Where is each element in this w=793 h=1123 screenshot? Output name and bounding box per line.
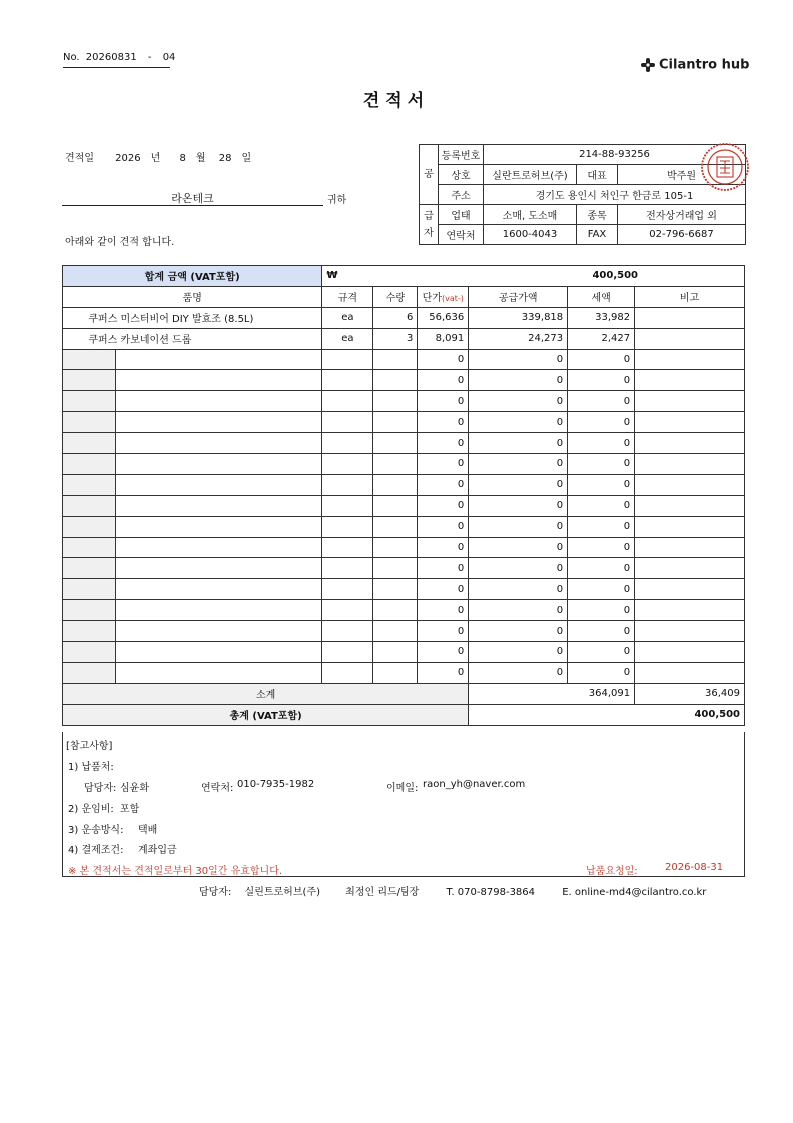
total-amount-value: 400,500 <box>592 270 639 281</box>
item-tax: 0 <box>568 391 635 412</box>
col-header-unit-price <box>418 286 469 307</box>
item-qty <box>373 495 418 516</box>
table-row <box>63 454 745 475</box>
item-spec <box>322 537 373 558</box>
item-unit-price: 0 <box>418 558 469 579</box>
item-unit-price: 0 <box>418 370 469 391</box>
item-name: 쿠퍼스 미스터비어 DIY 발효조 (8.5L) <box>88 307 295 328</box>
company: 실란트로허브(주) <box>484 165 577 185</box>
col-header-qty: 수량 <box>373 286 418 307</box>
doc-no-seq: 04 <box>162 52 176 63</box>
item-name <box>115 454 322 475</box>
row-index-cell <box>63 495 116 516</box>
unit-price-label: 단가 <box>422 293 442 305</box>
item-qty <box>373 454 418 475</box>
item-name <box>115 349 322 370</box>
item-rows <box>63 307 745 683</box>
item-supply: 0 <box>469 558 568 579</box>
item-tax: 0 <box>568 600 635 621</box>
company-seal-icon <box>700 142 750 192</box>
item-qty <box>373 621 418 642</box>
item-tax: 0 <box>568 412 635 433</box>
note-freight-label: 2) 운임비: <box>68 804 114 815</box>
item-tax: 2,427 <box>568 328 635 349</box>
item-remark <box>635 412 745 433</box>
item-tax: 0 <box>568 537 635 558</box>
supplier-side-label-top <box>420 145 439 205</box>
table-row <box>63 516 745 537</box>
footer-tel: T. 070-8798-3864 <box>446 887 536 898</box>
table-row <box>63 391 745 412</box>
date-month-unit: 월 <box>195 153 206 164</box>
item-tax: 0 <box>568 516 635 537</box>
table-header-row <box>63 286 745 307</box>
footer-manager-label: 담당자: <box>199 887 232 898</box>
date-month: 8 <box>179 153 186 164</box>
notes-section <box>62 732 745 877</box>
reg-no-label: 등록번호 <box>439 145 484 165</box>
table-row <box>63 307 745 328</box>
note-manager: 심윤화 <box>120 783 149 794</box>
item-remark <box>635 454 745 475</box>
item-remark <box>635 600 745 621</box>
item-unit-price: 0 <box>418 642 469 663</box>
date-label: 견적일 <box>65 153 94 164</box>
row-index-cell <box>63 349 116 370</box>
item-supply: 0 <box>469 391 568 412</box>
item-supply: 0 <box>469 579 568 600</box>
item-tax: 0 <box>568 495 635 516</box>
note-payment-label: 4) 결제조건: <box>68 845 124 856</box>
delivery-date-label: 납품요청일: <box>586 866 638 877</box>
supplier-table <box>419 144 746 245</box>
item-name <box>115 370 322 391</box>
item-supply: 0 <box>469 349 568 370</box>
item-remark <box>635 328 745 349</box>
note-delivery-place: 1) 납품처: <box>68 762 114 773</box>
address: 경기도 용인시 처인구 한금로 105-1 <box>484 185 746 205</box>
item-remark <box>635 391 745 412</box>
footer-person: 최정인 리드/팀장 <box>345 887 420 898</box>
item-spec <box>322 642 373 663</box>
item-remark <box>635 516 745 537</box>
business-type-label: 업태 <box>439 205 484 225</box>
total-amount-label: 합계 금액 (VAT포함) <box>144 272 240 284</box>
table-row <box>63 412 745 433</box>
item-qty <box>373 516 418 537</box>
row-index-cell <box>63 642 116 663</box>
row-index-cell <box>63 516 116 537</box>
item-qty <box>373 600 418 621</box>
item-name <box>115 495 322 516</box>
table-row <box>63 600 745 621</box>
item-tax: 0 <box>568 579 635 600</box>
item-supply: 0 <box>469 412 568 433</box>
item-tax: 0 <box>568 558 635 579</box>
item-spec <box>322 454 373 475</box>
item-unit-price: 0 <box>418 495 469 516</box>
note-freight-value: 포함 <box>120 804 140 815</box>
item-remark <box>635 495 745 516</box>
subtotal-tax: 36,409 <box>635 683 745 704</box>
item-spec <box>322 600 373 621</box>
item-unit-price: 0 <box>418 537 469 558</box>
row-index-cell <box>63 370 116 391</box>
item-remark <box>635 349 745 370</box>
cilantro-logo-icon <box>640 57 656 73</box>
item-remark <box>635 433 745 454</box>
table-row <box>63 579 745 600</box>
table-row <box>63 558 745 579</box>
doc-no: 20260831 <box>85 52 137 63</box>
item-qty <box>373 412 418 433</box>
table-row <box>63 474 745 495</box>
note-email-label: 이메일: <box>386 783 419 794</box>
item-spec <box>322 558 373 579</box>
item-spec <box>322 516 373 537</box>
item-remark <box>635 621 745 642</box>
item-spec <box>322 433 373 454</box>
item-spec <box>322 579 373 600</box>
col-header-name: 품명 <box>63 286 322 307</box>
item-spec <box>322 621 373 642</box>
item-tax: 0 <box>568 621 635 642</box>
doc-no-sep: - <box>147 52 152 63</box>
item-supply: 0 <box>469 516 568 537</box>
item-supply: 0 <box>469 642 568 663</box>
fax-label: FAX <box>577 225 618 245</box>
item-tax: 0 <box>568 370 635 391</box>
item-name <box>115 558 322 579</box>
item-name <box>115 642 322 663</box>
item-qty: 6 <box>373 307 418 328</box>
item-unit-price: 56,636 <box>418 307 469 328</box>
ceo-label: 대표 <box>577 165 618 185</box>
table-row <box>63 495 745 516</box>
row-index-cell <box>63 454 116 475</box>
currency-symbol: ₩ <box>326 270 338 281</box>
row-index-cell <box>63 391 116 412</box>
item-qty <box>373 349 418 370</box>
greeting-text: 아래와 같이 견적 합니다. <box>65 237 175 248</box>
row-index-cell <box>63 621 116 642</box>
total-amount-label-cell <box>63 266 322 287</box>
item-qty <box>373 579 418 600</box>
total-amount-row <box>63 266 745 287</box>
note-email: raon_yh@naver.com <box>423 779 526 790</box>
item-qty <box>373 537 418 558</box>
item-spec <box>322 391 373 412</box>
note-manager-label: 담당자: <box>84 783 117 794</box>
item-spec <box>322 474 373 495</box>
row-index-cell <box>63 433 116 454</box>
brand-logo <box>640 57 749 73</box>
col-header-supply: 공급가액 <box>469 286 568 307</box>
side-label-1: 공 <box>424 169 434 180</box>
item-supply: 0 <box>469 662 568 683</box>
item-unit-price: 0 <box>418 454 469 475</box>
row-index-cell <box>63 558 116 579</box>
note-validity: ※ 본 견적서는 견적일로부터 30일간 유효합니다. <box>68 866 283 877</box>
note-phone-label: 연락처: <box>201 783 234 794</box>
item-qty <box>373 433 418 454</box>
item-unit-price: 0 <box>418 349 469 370</box>
contact-label: 연락처 <box>439 225 484 245</box>
item-remark <box>635 370 745 391</box>
item-tax: 0 <box>568 349 635 370</box>
item-tax: 0 <box>568 433 635 454</box>
notes-heading: [참고사항] <box>66 741 113 752</box>
item-unit-price: 0 <box>418 579 469 600</box>
row-index-cell <box>63 474 116 495</box>
page-title: 견적서 <box>362 91 431 111</box>
item-spec: ea <box>322 307 373 328</box>
table-row <box>63 662 745 683</box>
reg-no: 214-88-93256 <box>484 145 746 165</box>
table-row <box>63 621 745 642</box>
table-row <box>63 537 745 558</box>
item-supply: 0 <box>469 600 568 621</box>
item-qty <box>373 558 418 579</box>
item-unit-price: 8,091 <box>418 328 469 349</box>
item-unit-price: 0 <box>418 516 469 537</box>
item-remark <box>635 537 745 558</box>
item-spec: ea <box>322 328 373 349</box>
grand-total-label: 총계 (VAT포함) <box>63 704 469 725</box>
item-unit-price: 0 <box>418 391 469 412</box>
item-spec <box>322 495 373 516</box>
unit-price-note: (vat-) <box>442 294 464 304</box>
table-row <box>63 642 745 663</box>
business-type: 소매, 도소매 <box>484 205 577 225</box>
item-qty <box>373 391 418 412</box>
item-remark <box>635 474 745 495</box>
date-day-unit: 일 <box>241 153 252 164</box>
item-unit-price: 0 <box>418 412 469 433</box>
subtotal-label: 소계 <box>63 683 469 704</box>
item-name <box>115 537 322 558</box>
subtotal-row <box>63 683 745 704</box>
item-name <box>115 516 322 537</box>
table-row <box>63 349 745 370</box>
item-name <box>115 412 322 433</box>
item-tax: 0 <box>568 474 635 495</box>
note-shipping-label: 3) 운송방식: <box>68 825 124 836</box>
item-qty: 3 <box>373 328 418 349</box>
total-amount-value-cell <box>322 266 745 287</box>
date-year-unit: 년 <box>150 153 161 164</box>
table-row <box>63 433 745 454</box>
row-index-cell <box>63 412 116 433</box>
item-unit-price: 0 <box>418 433 469 454</box>
row-index-cell <box>63 537 116 558</box>
item-qty <box>373 370 418 391</box>
row-index-cell <box>63 579 116 600</box>
item-supply: 24,273 <box>469 328 568 349</box>
address-label: 주소 <box>439 185 484 205</box>
item-supply: 0 <box>469 433 568 454</box>
item-unit-price: 0 <box>418 662 469 683</box>
item-unit-price: 0 <box>418 621 469 642</box>
table-row <box>63 370 745 391</box>
category: 전자상거래업 외 <box>618 205 746 225</box>
item-remark <box>635 642 745 663</box>
item-name <box>115 600 322 621</box>
item-supply: 0 <box>469 474 568 495</box>
company-label: 상호 <box>439 165 484 185</box>
table-row <box>63 328 745 349</box>
doc-no-label: No. <box>63 52 80 63</box>
item-supply: 0 <box>469 495 568 516</box>
client-name: 라온테크 <box>62 190 323 206</box>
grand-total-row <box>63 704 745 725</box>
logo-text: Cilantro hub <box>659 57 750 73</box>
item-spec <box>322 662 373 683</box>
item-remark <box>635 662 745 683</box>
item-supply: 0 <box>469 370 568 391</box>
quote-table <box>62 265 745 726</box>
fax: 02-796-6687 <box>618 225 746 245</box>
document-number <box>63 52 176 68</box>
date-year: 2026 <box>115 153 141 164</box>
footer-email: E. online-md4@cilantro.co.kr <box>562 887 707 898</box>
item-supply: 0 <box>469 621 568 642</box>
col-header-spec: 규격 <box>322 286 373 307</box>
item-supply: 0 <box>469 537 568 558</box>
item-qty <box>373 474 418 495</box>
item-remark <box>635 558 745 579</box>
item-name <box>115 621 322 642</box>
item-tax: 33,982 <box>568 307 635 328</box>
item-name <box>115 579 322 600</box>
item-qty <box>373 642 418 663</box>
item-name <box>115 474 322 495</box>
item-spec <box>322 349 373 370</box>
category-label: 종목 <box>577 205 618 225</box>
item-name: 쿠퍼스 카보네이션 드롭 <box>88 328 295 349</box>
subtotal-supply: 364,091 <box>469 683 635 704</box>
item-unit-price: 0 <box>418 600 469 621</box>
supplier-side-label-bottom <box>420 205 439 245</box>
note-phone: 010-7935-1982 <box>237 779 315 790</box>
item-name <box>115 391 322 412</box>
side-label-2: 급 <box>424 210 434 222</box>
side-label-3: 자 <box>424 227 434 239</box>
item-tax: 0 <box>568 454 635 475</box>
col-header-remark: 비고 <box>635 286 745 307</box>
item-remark <box>635 307 745 328</box>
item-spec <box>322 370 373 391</box>
item-qty <box>373 662 418 683</box>
item-spec <box>322 412 373 433</box>
item-tax: 0 <box>568 662 635 683</box>
note-payment-value: 계좌입금 <box>138 845 177 856</box>
item-name <box>115 433 322 454</box>
footer-company: 실린트로허브(주) <box>244 887 320 898</box>
item-supply: 339,818 <box>469 307 568 328</box>
delivery-date: 2026-08-31 <box>665 862 724 873</box>
quote-date <box>65 149 261 164</box>
item-tax: 0 <box>568 642 635 663</box>
item-name <box>115 662 322 683</box>
item-supply: 0 <box>469 454 568 475</box>
row-index-cell <box>63 662 116 683</box>
col-header-tax: 세액 <box>568 286 635 307</box>
note-shipping-value: 택배 <box>138 825 158 836</box>
footer-contact <box>199 883 706 898</box>
item-remark <box>635 579 745 600</box>
contact: 1600-4043 <box>484 225 577 245</box>
client-suffix: 귀하 <box>327 195 347 206</box>
grand-total-value: 400,500 <box>469 704 745 725</box>
ceo: 박주원 <box>618 165 746 185</box>
row-index-cell <box>63 600 116 621</box>
date-day: 28 <box>218 153 232 164</box>
item-unit-price: 0 <box>418 474 469 495</box>
